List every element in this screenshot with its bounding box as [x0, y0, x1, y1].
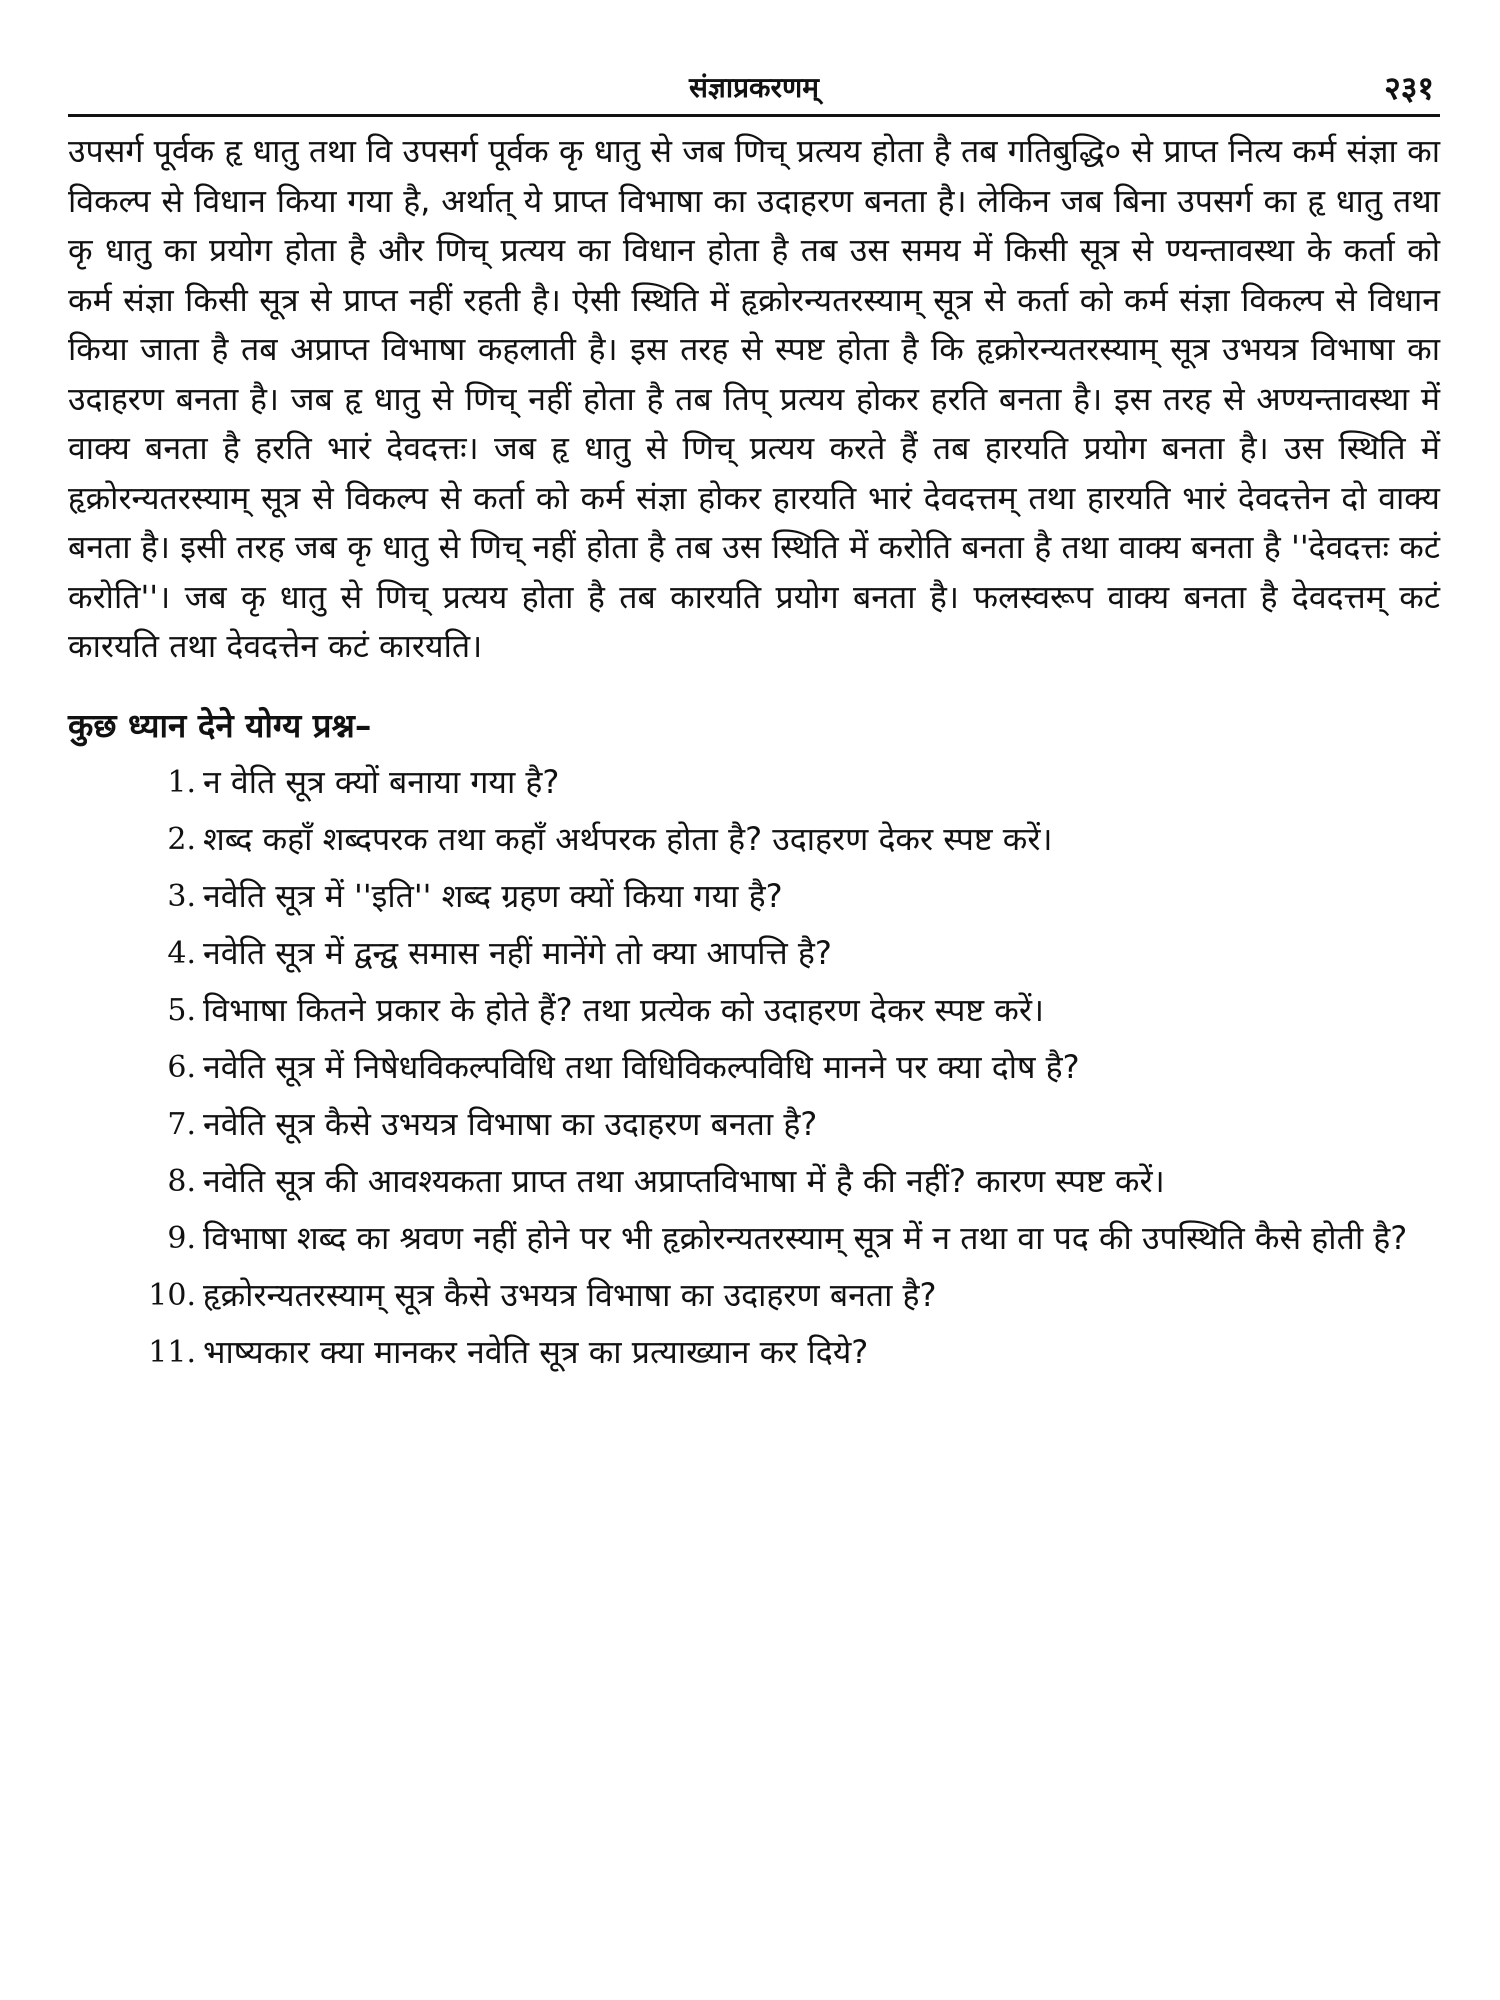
question-text: हृक्रोरन्यतरस्याम् सूत्र कैसे उभयत्र विभाषा का उदाहरण बनता है?: [203, 1275, 937, 1314]
question-text: न वेति सूत्र क्यों बनाया गया है?: [203, 762, 560, 801]
question-item: [68, 1155, 1440, 1208]
question-text: नवेति सूत्र कैसे उभयत्र विभाषा का उदाहरण बनता है?: [203, 1104, 818, 1143]
running-title: संज्ञाप्रकरणम्: [688, 71, 819, 104]
question-text: नवेति सूत्र में ''इति'' शब्द ग्रहण क्यों किया गया है?: [203, 876, 783, 915]
question-item: [68, 1269, 1440, 1322]
question-number: 2.: [167, 821, 196, 857]
page-number: २३१: [1384, 69, 1434, 107]
question-item: [68, 1098, 1440, 1151]
question-number: 11.: [148, 1334, 196, 1370]
question-number: 10.: [148, 1277, 196, 1313]
question-number: 9.: [167, 1220, 196, 1256]
question-text: नवेति सूत्र में द्वन्द्व समास नहीं मानेंगे तो क्या आपत्ति है?: [203, 933, 832, 972]
question-number: 3.: [167, 878, 196, 914]
question-text: नवेति सूत्र की आवश्यकता प्राप्त तथा अप्राप्तविभाषा में है की नहीं? कारण स्पष्ट करें।: [203, 1161, 1165, 1200]
question-number: 4.: [167, 935, 196, 971]
question-text: शब्द कहाँ शब्दपरक तथा कहाँ अर्थपरक होता है? उदाहरण देकर स्पष्ट करें।: [203, 819, 1053, 858]
question-number: 5.: [167, 992, 196, 1028]
question-item: [68, 1326, 1440, 1379]
question-text: विभाषा कितने प्रकार के होते हैं? तथा प्रत्येक को उदाहरण देकर स्पष्ट करें।: [203, 990, 1045, 1029]
question-text: विभाषा शब्द का श्रवण नहीं होने पर भी हृक्रोरन्यतरस्याम् सूत्र में न तथा वा पद की उपस्थिति कैसे होती है?: [203, 1218, 1408, 1257]
question-item: [68, 870, 1440, 923]
body-paragraph: उपसर्ग पूर्वक हृ धातु तथा वि उपसर्ग पूर्वक कृ धातु से जब णिच् प्रत्यय होता है तब गतिबुद्धि० से प्राप्त नित्य कर्म संज्ञा का विकल्प से विधान किया गया है, अर्थात् ये प्राप्त विभाषा का उदाहरण बनता है। लेकिन जब बिना उपसर्ग का हृ धातु तथा कृ धातु का प्रयोग होता है और णिच् प्रत्यय का विधान होता है तब उस समय में किसी सूत्र से ण्यन्तावस्था के कर्ता को कर्म संज्ञा किसी सूत्र से प्राप्त नहीं रहती है। ऐसी स्थिति में हृक्रोरन्यतरस्याम् सूत्र से कर्ता को कर्म संज्ञा विकल्प से विधान किया जाता है तब अप्राप्त विभाषा कहलाती है। इस तरह से स्पष्ट होता है कि हृक्रोरन्यतरस्याम् सूत्र उभयत्र विभाषा का उदाहरण बनता है। जब हृ धातु से णिच् नहीं होता है तब तिप् प्रत्यय होकर हरति बनता है। इस तरह से अण्यन्तावस्था में वाक्य बनता है हरति भारं देवदत्तः। जब हृ धातु से णिच् प्रत्यय करते हैं तब हारयति प्रयोग बनता है। उस स्थिति में हृक्रोरन्यतरस्याम् सूत्र से विकल्प से कर्ता को कर्म संज्ञा होकर हारयति भारं देवदत्तम् तथा हारयति भारं देवदत्तेन दो वाक्य बनता है। इसी तरह जब कृ धातु से णिच् नहीं होता है तब उस स्थिति में करोति बनता है तथा वाक्य बनता है ''देवदत्तः कटं करोति''। जब कृ धातु से णिच् प्रत्यय होता है तब कारयति प्रयोग बनता है। फलस्वरूप वाक्य बनता है देवदत्तम् कटं कारयति तथा देवदत्तेन कटं कारयति।: [68, 132, 1440, 665]
question-item: [68, 1041, 1440, 1094]
question-text: भाष्यकार क्या मानकर नवेति सूत्र का प्रत्याख्यान कर दिये?: [203, 1332, 869, 1371]
question-number: 8.: [167, 1163, 196, 1199]
question-number: 1.: [167, 764, 196, 800]
question-item: [68, 927, 1440, 980]
question-number: 6.: [167, 1049, 196, 1085]
question-item: [68, 813, 1440, 866]
question-item: [68, 1212, 1440, 1265]
question-item: [68, 756, 1440, 809]
question-text: नवेति सूत्र में निषेधविकल्पविधि तथा विधिविकल्पविधि मानने पर क्या दोष है?: [203, 1047, 1080, 1086]
questions-heading: कुछ ध्यान देने योग्य प्रश्न–: [68, 705, 372, 745]
book-page: [68, 62, 1440, 1383]
question-number: 7.: [167, 1106, 196, 1142]
running-header: [68, 62, 1440, 117]
questions-list: [68, 756, 1440, 1379]
question-item: [68, 984, 1440, 1037]
